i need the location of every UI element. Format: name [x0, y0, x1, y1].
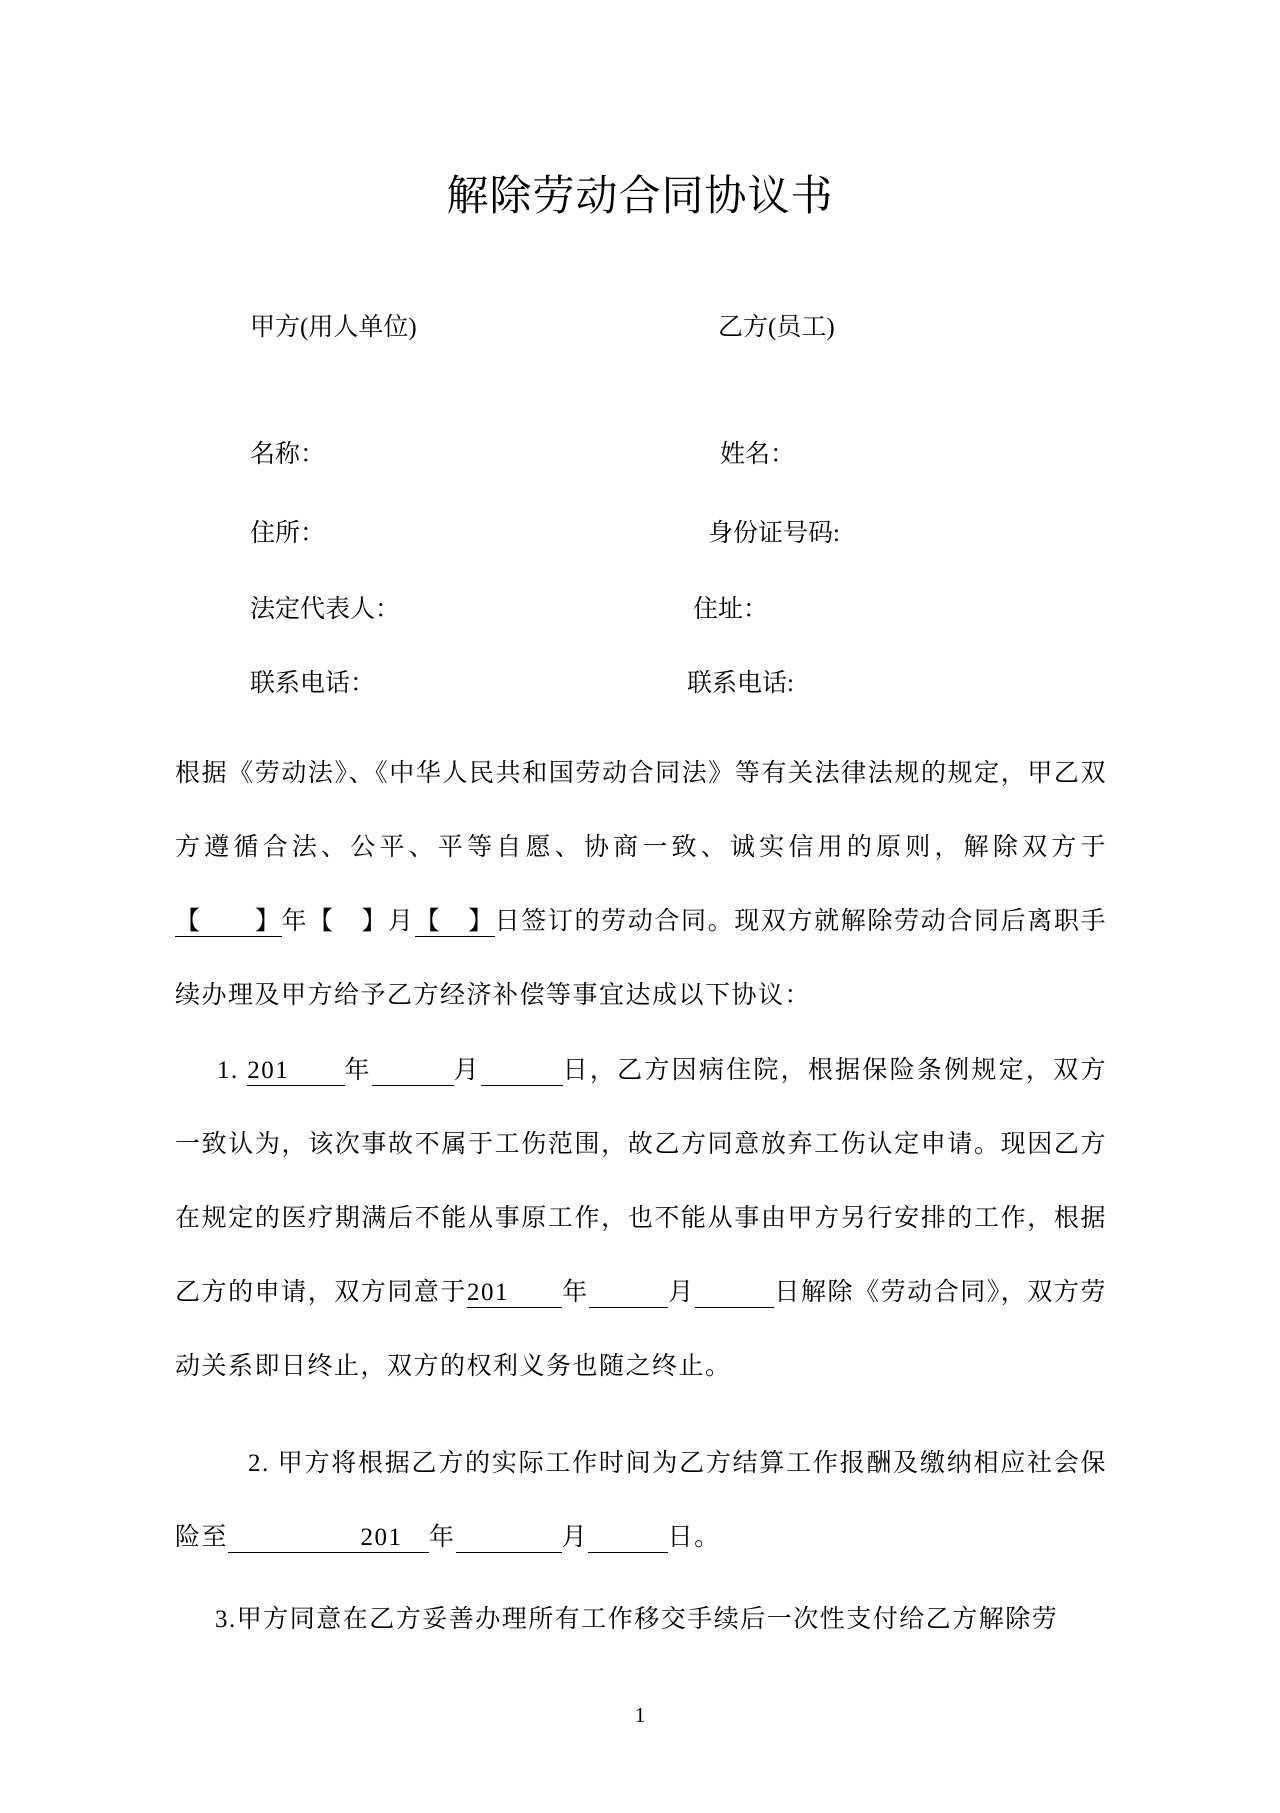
text-segment: 月: [453, 1057, 481, 1084]
party-b-heading: 乙方(员工): [718, 314, 835, 341]
blank-underline: 【 】: [414, 908, 495, 935]
text-segment: 年: [344, 1057, 372, 1084]
text-segment: 日。: [667, 1524, 721, 1551]
clause-2: [175, 1427, 1107, 1575]
blank-underline: [372, 1057, 454, 1086]
company-name-label: 名称：: [250, 441, 326, 468]
blank-underline: 201: [228, 1524, 430, 1551]
party-a-heading: 甲方(用人单位): [250, 314, 417, 341]
document-title: 解除劳动合同协议书: [446, 174, 834, 220]
blank-underline: [481, 1057, 563, 1086]
page-number: 1: [634, 1703, 646, 1727]
text-segment: 年: [562, 1279, 589, 1306]
employee-phone-label: 联系电话:: [687, 670, 794, 697]
text-segment: 月: [668, 1279, 695, 1306]
text-segment: 2. 甲方将根据乙方的实际工作时间为乙方结算工作报酬及缴纳相应社会保险至: [175, 1450, 1107, 1551]
blank-underline: [588, 1524, 668, 1553]
text-segment: 根据《劳动法》、《中华人民共和国劳动合同法》等有关法律法规的规定，甲乙双方遵循合法、公平、平等自愿、协商一致、诚实信用的原则，解除双方于: [175, 760, 1107, 861]
text-segment: 日签订的劳动合同。现双方就解除劳动合同后离职手续办理及甲方给予乙方经济补偿等事宜达成以下协议：: [175, 908, 1107, 1009]
text-segment: 1.: [217, 1057, 248, 1084]
text-segment: 日，乙方因病住院，根据保险条例规定，双方一致认为，该次事故不属于工伤范围，故乙方同意放弃工伤认定申请。现因乙方在规定的医疗期满后不能从事原工作，也不能从事由甲方另行安排的工作，根据乙方的申请，双方同意于: [175, 1057, 1107, 1306]
legal-representative-label: 法定代表人：: [250, 596, 401, 623]
text-segment: 3.甲方同意在乙方妥善办理所有工作移交手续后一次性支付给乙方解除劳: [215, 1606, 1059, 1633]
blank-underline: 201: [466, 1279, 563, 1306]
blank-underline: [456, 1524, 562, 1553]
text-segment: 年: [429, 1524, 456, 1551]
text-segment: 年【 】月: [281, 908, 415, 935]
blank-underline: [695, 1279, 775, 1308]
text-segment: 日解除《劳动合同》，双方劳动关系即日终止，双方的权利义务也随之终止。: [175, 1279, 1107, 1380]
employee-address-label: 住址：: [693, 596, 769, 623]
blank-underline: 【 】: [175, 908, 282, 935]
blank-underline: 201: [247, 1057, 345, 1084]
id-number-label: 身份证号码:: [708, 520, 840, 547]
text-segment: 月: [561, 1524, 589, 1551]
company-address-label: 住所：: [250, 520, 326, 547]
employee-name-label: 姓名：: [720, 441, 796, 468]
blank-underline: [589, 1279, 669, 1308]
clause-1: [175, 1034, 1107, 1404]
clause-3: [175, 1583, 1107, 1657]
company-phone-label: 联系电话：: [250, 670, 376, 697]
intro-paragraph: [175, 737, 1107, 1033]
